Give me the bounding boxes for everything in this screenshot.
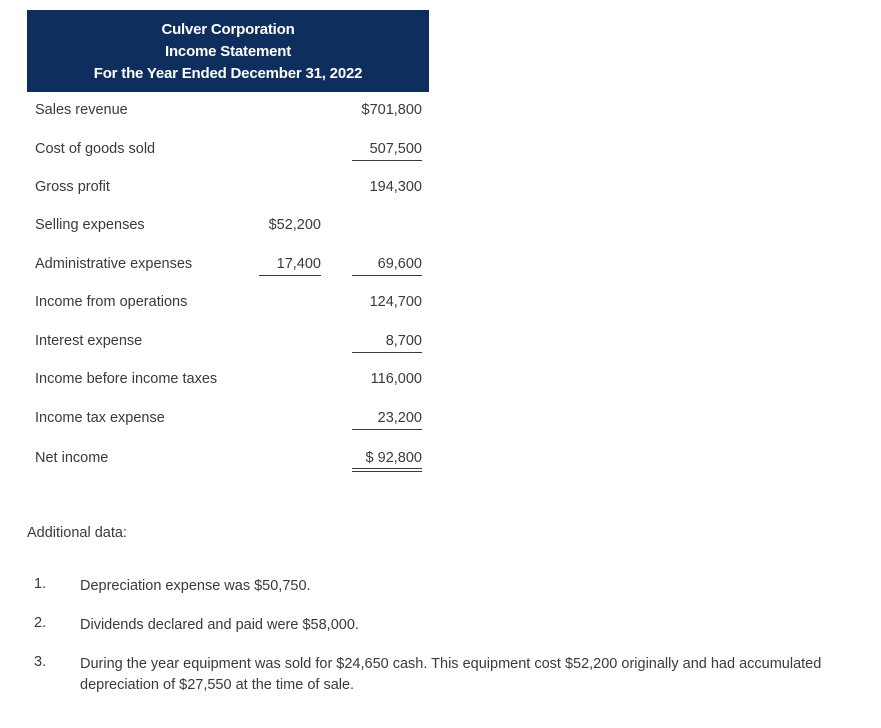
item-number: 3. <box>34 654 47 670</box>
row-amount: 8,700 <box>385 333 422 349</box>
row-label: Gross profit <box>35 179 110 195</box>
row-amount: 116,000 <box>370 371 422 387</box>
underline <box>259 275 321 276</box>
row-label: Cost of goods sold <box>35 141 156 157</box>
row-amount: 23,200 <box>377 410 422 426</box>
underline <box>352 160 422 161</box>
statement-header <box>27 10 429 92</box>
row-interest-expense <box>0 333 881 353</box>
row-gross-profit <box>0 179 881 199</box>
row-label: Income from operations <box>35 294 188 310</box>
row-label: Net income <box>35 450 109 466</box>
row-cost-of-goods-sold <box>0 141 881 161</box>
row-sales-revenue <box>0 102 881 122</box>
row-amount: 124,700 <box>369 294 422 310</box>
row-label: Administrative expenses <box>35 256 193 272</box>
row-amount: $701,800 <box>361 102 422 118</box>
row-amount: 194,300 <box>369 179 422 195</box>
row-label: Income before income taxes <box>35 371 218 387</box>
row-label: Selling expenses <box>35 217 145 233</box>
row-income-tax-expense <box>0 410 881 430</box>
item-number: 2. <box>34 615 47 631</box>
company-name: Culver Corporation <box>161 21 295 38</box>
row-amount: 507,500 <box>369 141 422 157</box>
row-label: Interest expense <box>35 333 143 349</box>
item-text: Dividends declared and paid were $58,000. <box>80 617 359 633</box>
row-subamount: $52,200 <box>268 217 321 233</box>
additional-data-title: Additional data: <box>27 525 127 541</box>
underline <box>352 352 422 353</box>
double-underline <box>352 468 422 472</box>
item-text: Depreciation expense was $50,750. <box>80 578 311 594</box>
row-selling-expenses <box>0 217 881 237</box>
row-net-income <box>0 450 881 470</box>
item-number: 1. <box>34 576 47 592</box>
statement-period: For the Year Ended December 31, 2022 <box>93 65 363 82</box>
row-amount: $ 92,800 <box>365 450 422 466</box>
row-income-before-taxes <box>0 371 881 391</box>
statement-title: Income Statement <box>165 43 291 60</box>
row-label: Sales revenue <box>35 102 128 118</box>
row-administrative-expenses <box>0 256 881 276</box>
item-text: During the year equipment was sold for $24,650 cash. This equipment cost $52,200 originally and had accumulated depreciation of $27,550 at the time of sale. <box>80 656 822 693</box>
underline <box>352 275 422 276</box>
row-label: Income tax expense <box>35 410 165 426</box>
row-amount: 69,600 <box>377 256 422 272</box>
row-income-from-operations <box>0 294 881 314</box>
underline <box>352 429 422 430</box>
row-subamount: 17,400 <box>276 256 321 272</box>
